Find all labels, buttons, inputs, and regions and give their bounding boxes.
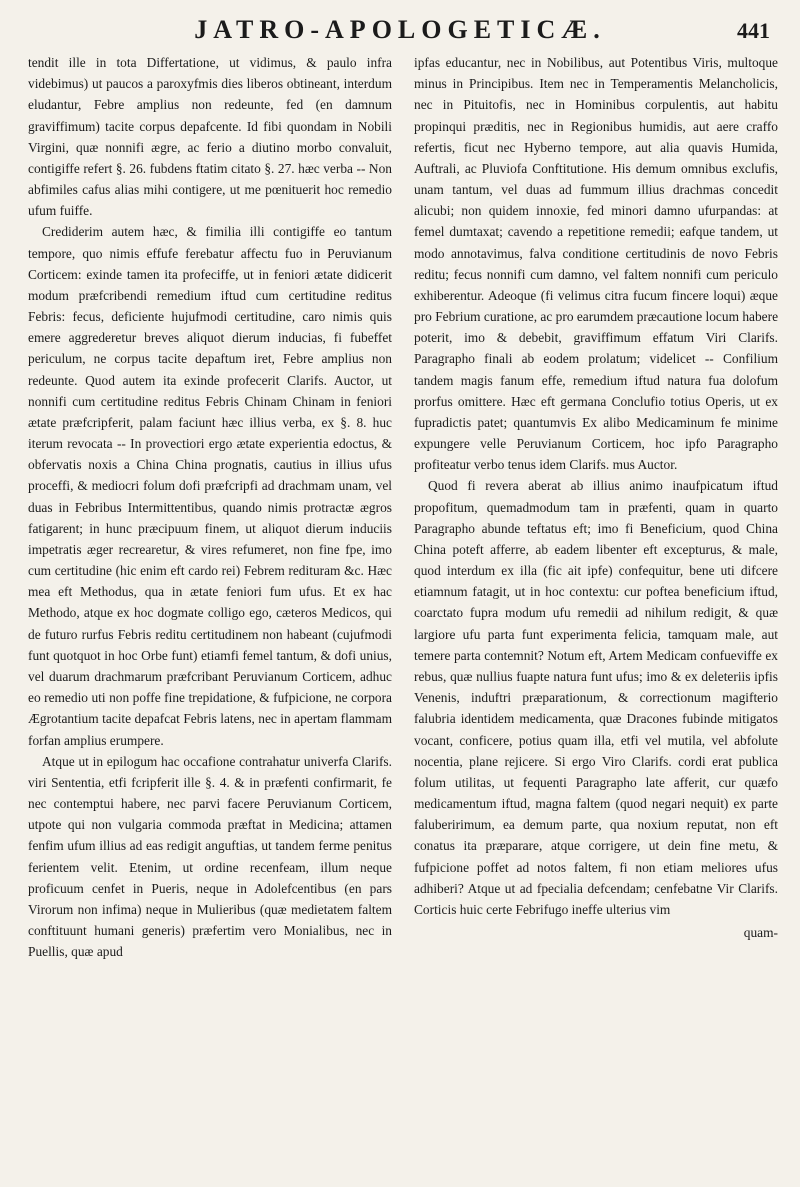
catchword: quam- — [743, 925, 778, 941]
paragraph: tendit ille in tota Differtatione, ut vidimus, & paulo infra videbimus) ut paucos a paroxyfmis dies liberos obtineant, interdum eludantur, Febre amplius non redeunte, fed (en damnum graviffimum) tacite corpus depafcente. Id fibi quondam in Nobili Virgini, quæ nonnifi ægre, ac ferio a diutino morbo convaluit, contigiffe refert §. 26. fubdens ftatim citato §. 27. hæc verba -- Non abfimiles cafus alias mihi contigere, ut me pœnituerit hoc remedio ufum fuiffe. — [28, 55, 392, 219]
paragraph: ipfas educantur, nec in Nobilibus, aut Potentibus Viris, multoque minus in Principibus. Item nec in Temperamentis Melancholicis, nec in Pituitofis, nec in Hominibus corpulentis, aut habitu propinqui præditis, nec in Regionibus humidis, aut aere craffo refertis, ficut nec Hyberno tempore, aut alia quavis Humida, Auftrali, ac Pluviofa Conftitutione. His demum omnibus exclufis, unam tantum, vel duas ad fummum illius drachmas concedit alicubi; non quidem innoxie, fed minori damno ufurpandas: at femel dumtaxat; cavendo a repetitione remedii; eafque tandem, ut modo annotavimus, falva conditione certitudinis de novo Febris reditu; fecus nonnifi cum damno, vel faltem nonnifi cum periculo exhiberentur. Adeoque (fi velimus citra fucum fincere loqui) æque pro Febrium curatione, ac pro earumdem præcautione locum habere poterit, imo & debebit, graviffimum effatum Viri Clarifs. Paragrapho finali ab eodem prolatum; videlicet -- Confilium tandem magis fanum effe, remedium iftud natura fua dolofum prorfus omittere. Hæc eft germana Conclufio totius Operis, ut ex fupradictis patet; quantumvis Ex alibo Medicaminum fe minime expungere velle Peruvianum Corticem, hoc ipfo Paragrapho profiteatur verbo tenus idem Clarifs. mus Auctor. — [414, 55, 778, 473]
paragraph: Atque ut in epilogum hac occafione contrahatur univerfa Clarifs. viri Sententia, etfi fcripferit ille §. 4. & in præfenti confirmarit, fe nec contemptui habere, nec parvi facere Peruvianum Corticem, utpote qui non vulgaria commoda præftat in Medicina; attamen fenfim ufum illius ad eas redigit anguftias, ut tandem ferme penitus ferientem velit. Etenim, ut ordine recenfeam, illum neque proficuum cenfet in Pueris, neque in Adolefcentibus (en pars Virorum non infima) neque in Mulieribus (quæ medietatem faltem conftituunt humani generis) præfertim vero Monialibus, nec in Puellis, quæ apud — [28, 753, 392, 960]
right-column — [414, 52, 778, 1173]
paragraph: Crediderim autem hæc, & fimilia illi contigiffe eo tantum tempore, quo nimis effufe ferebatur affectu fuo in Peruvianum Corticem: exinde tamen ita profeciffe, ut in feniori ætate didicerit modum præfcribendi remedium iftud cum certitudine reditus Febris: fecus, deficiente hujufmodi certitudine, caro nimis quis emere aggrederetur breves aliquot dierum inducias, fi fubeffet periculum, ne corpus tacite depaftum iret, Febre amplius non redeunte. Quod autem ita exinde profecerit Clarifs. Auctor, ut nonnifi cum certitudine reditus Febris Chinam Chinam in feniori ætate præfcripferit, palam faciunt hæc illius verba, ex §. 8. huc iterum revocata -- In provectiori ergo ætate experientia edoctus, & obfervatis noxis a China China prognatis, cautius in illius ufus proceffi, & mediocri folum dofi præfcripfi ad drachmam unam, vel duas in Febribus Intermittentibus, quando nimis protractæ ægros fatigarent; in hunc præcipuum finem, ut aliquot dierum induciis impetratis æger recrearetur, & vires refumeret, non fine fpe, imo cum certitudine (hic enim eft cardo rei) Febrem redituram &c. Hæc mea eft Methodus, qua in ætate feniori fum ufus. Et ex hac Methodo, atque ex hoc dogmate colligo ego, cæteros Medicos, qui de futuro rurfus Febris reditu certitudinem non habeant (cujufmodi funt quotquot in hoc Orbe funt) etiamfi femel tantum, & dofi unius, vel duarum drachmarum præfcribant Peruvianum Corticem, adhuc eo remedio uti non poffe fine trepidatione, & fufpicione, ne corpora Ægrotantium tacite depafcat Febris latens, nec in apertam flammam forfan amplius erumpere. — [28, 224, 392, 748]
text-columns — [28, 52, 778, 1173]
running-head: JATRO-APOLOGETICÆ. — [194, 15, 606, 44]
left-column — [28, 52, 392, 1173]
page-header — [30, 10, 770, 50]
page-number: 441 — [737, 18, 770, 43]
paragraph: Quod fi revera aberat ab illius animo inaufpicatum iftud propofitum, quemadmodum tam in præfenti, quam in quarto Paragrapho abunde teftatus eft; imo fi Beneficium, quod China China poteft afferre, ab eadem libenter eft excepturus, & male, quod interdum ex illa (fic ait ipfe) confequitur, bene uti difcere etiamnum fatagit, ut in hoc contextu: cur poftea beneficium iftud, coarctato fupra modum ufu remedii ad nihilum redigit, & quæ largiore ufu parta funt experimenta felicia, tamquam male, aut temere parta contemnit? Notum eft, Artem Medicam confueviffe ex rebus, quæ nullius fuapte natura funt ufus; imo & ex deleteriis ipfis Venenis, induftri præparationum, & correctionum magifterio falubria identidem medicamenta, quæ Dracones fubinde mitigatos vocant, conficere, potius quam illa, etfi vel mutila, vel abfolute nocentia, plane rejicere. Si ergo Viro Clarifs. cordi erat publica folum utilitas, ut fequenti Paragrapho late afferit, cur quæfo medicamentum iftud, magna faltem (quod negari nequit) ex parte faluberirimum, ea demum parte, qua noxium reputat, non eft conatus ita præparare, atque corrigere, ut dein fine metu, & fufpicione poffet ad notos faltem, fi non etiam meliores ufus adhiberi? Atque ut ad fpecialia defcendam; cenfebatne Vir Clarifs. Corticis huic certe Febrifugo ineffe ulterius vim — [414, 478, 778, 917]
